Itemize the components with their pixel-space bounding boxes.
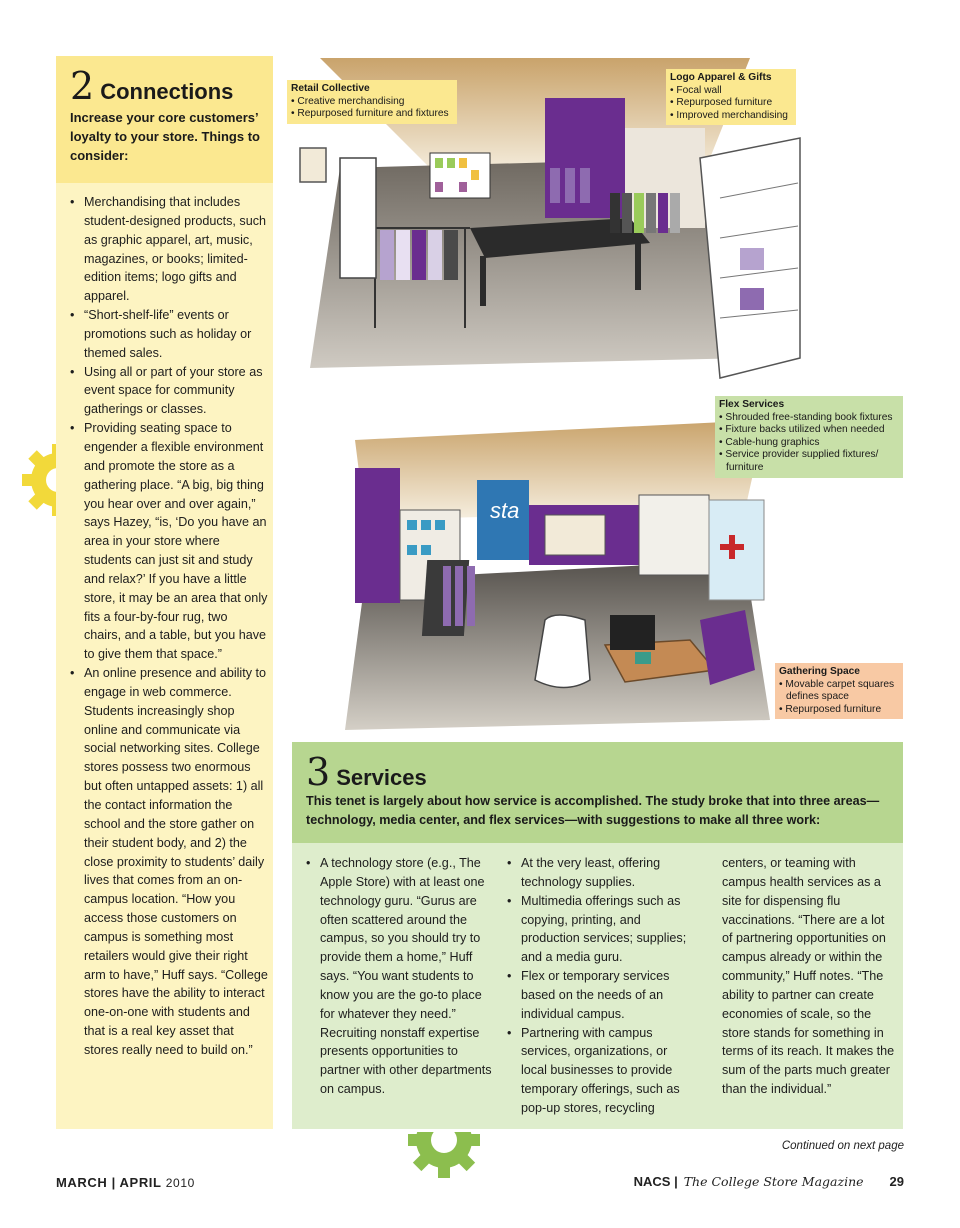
list-item: • Merchandising that includes student-designed products, such as graphic apparel, art, music, magazines, or books; limited-edition items; logo gifts and apparel. [70, 193, 268, 306]
list-item: • Flex or temporary services based on the needs of an individual campus. [507, 967, 695, 1024]
callout-item: • Focal wall [670, 84, 722, 96]
continued-note: Continued on next page [781, 1140, 904, 1152]
services-number: 3 [306, 750, 331, 794]
services-header [292, 742, 903, 843]
callout-item: • Fixture backs utilized when needed [719, 424, 885, 436]
services-panel [292, 742, 903, 1129]
callout-item: • Repurposed furniture and fixtures [291, 108, 449, 120]
services-column-3: centers, or teaming with campus health services as a site for dispensing flu vaccinations. “There are a lot of partnering opportunities on campus already or within the community,” Huff notes. “The ability to partner can create economies of scale, so the store stands for something in terms of its reach. It makes the sum of the parts much greater than the individual.” [722, 856, 895, 1097]
connections-heading: Connections [100, 79, 234, 104]
callout-title: Gathering Space [779, 666, 860, 677]
list-item: • At the very least, offering technology supplies. [507, 854, 695, 892]
services-title [306, 752, 889, 792]
callout-title: Logo Apparel & Gifts [670, 72, 772, 83]
connections-intro: Increase your core customers’ loyalty to your store. Things to consider: [70, 110, 260, 163]
list-item: • A technology store (e.g., The Apple Store) with at least one technology guru. “Gurus are often scattered around the campus, so you should try to provide them a home,” Huff says. “You want students to know you are the go-to place for whatever they need.” Recruiting nonstaff expertise presents opportunities to partner with other departments on campus. [306, 854, 494, 1099]
callout-logo-apparel [666, 69, 796, 125]
issue-year: 2010 [165, 1176, 195, 1190]
services-column-1 [306, 854, 494, 1099]
connections-panel [56, 56, 273, 1129]
list-item: • Providing seating space to engender a flexible environment and promote the store as a gathering place. “A big, big thing you hear over and over again,” says Hazey, “is, ‘Do you have an area in your store where students can just sit and study and relax?’ If you have a little store, it may be an area that only fits a four-by-four rug, two chairs, and a table, but you have to give them that space.” [70, 419, 268, 664]
connections-list [70, 193, 268, 1060]
services-column-2 [507, 854, 695, 1118]
callout-item: • Improved merchandising [670, 109, 788, 121]
magazine-credit [634, 1174, 904, 1189]
banner-text: sta [490, 498, 520, 523]
connections-header [56, 56, 273, 183]
callout-retail-collective [287, 80, 457, 124]
callout-flex-services [715, 396, 903, 478]
green-gear-icon [404, 1126, 484, 1182]
connections-number: 2 [70, 64, 95, 108]
callout-item: • Cable-hung graphics [719, 436, 820, 448]
services-intro: This tenet is largely about how service is accomplished. The study broke that into three areas—technology, media center, and flex services—with suggestions to make all three work: [306, 794, 880, 827]
list-item: • “Short-shelf-life” events or promotions such as holiday or themed sales. [70, 306, 268, 363]
service-area-sketch [345, 420, 775, 736]
callout-title: Flex Services [719, 399, 785, 410]
list-item: • Using all or part of your store as event space for community gatherings or classes. [70, 363, 268, 420]
issue-months: MARCH | APRIL [56, 1175, 162, 1190]
magazine-title: The College Store Magazine [683, 1174, 864, 1189]
callout-item: • Creative merchandising [291, 95, 405, 107]
org-name: NACS | [633, 1174, 678, 1189]
list-item: • Partnering with campus services, organizations, or local businesses to provide temporary offerings, such as pop-up stores, recycling [507, 1024, 695, 1118]
callout-item: • Shrouded free-standing book fixtures [719, 411, 893, 423]
issue-date [56, 1175, 195, 1190]
callout-item: • Repurposed furniture [670, 97, 773, 109]
connections-title [70, 66, 263, 106]
callout-item: • Service provider supplied fixtures/ furniture [719, 449, 879, 473]
page-number: 29 [889, 1174, 904, 1189]
list-item: • Multimedia offerings such as copying, printing, and production services; supplies; and a media guru. [507, 892, 695, 967]
services-heading: Services [336, 765, 427, 790]
callout-gathering-space [775, 663, 903, 719]
callout-item: • Movable carpet squares defines space [779, 678, 895, 703]
callout-item: • Repurposed furniture [779, 703, 882, 715]
callout-title: Retail Collective [291, 83, 370, 94]
list-item: • An online presence and ability to engage in web commerce. Students increasingly shop online and communicate via social networking sites. College stores possess two enormous but often untapped assets: 1) all the contact information the school and the store gather on their student body, and 2) the close proximity to students’ daily lives that comes from an on-campus location. “How you access those customers on campus is something most retailers would give their right arm to have,” Huff says. “College stores have the ability to interact one-on-one with students and that is a real key asset that stores really need to build on.” [70, 664, 268, 1060]
